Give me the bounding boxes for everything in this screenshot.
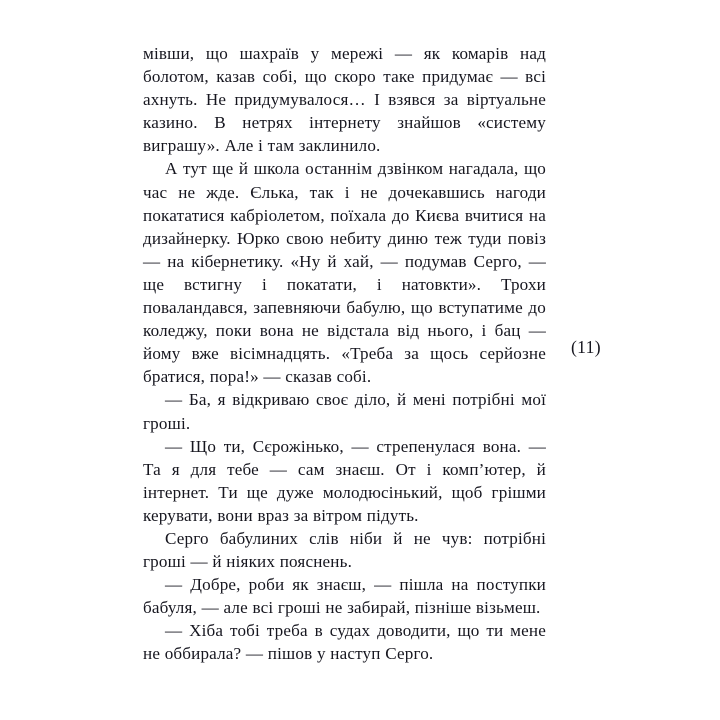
- paragraph-dialogue-1: — Ба, я відкриваю своє діло, й мені потрібні мої гроші.: [143, 390, 546, 433]
- page-number: (11): [570, 337, 602, 357]
- paragraph-continuation: мівши, що шахраїв у мережі — як комарів над болотом, казав собі, що скоро таке придумає — всі ахнуть. Не придумувалося… І взявся за віртуальне казино. В нетрях інтернету знайшов «систему виграшу». Але і там заклинило.: [143, 44, 546, 156]
- paragraph-dialogue-2: — Що ти, Сєрожінько, — стрепенулася вона. — Та я для тебе — сам знаєш. От і комп’ютер, й інтернет. Ти ще дуже молодюсінький, щоб грішми керувати, вони враз за вітром підуть.: [143, 436, 546, 525]
- paragraph-dialogue-3: — Добре, роби як знаєш, — пішла на поступки бабуля, — але всі гроші не забирай, пізніше візьмеш.: [143, 575, 546, 618]
- paragraph-narration: Серго бабулиних слів ніби й не чув: потрібні гроші — й ніяких пояснень.: [143, 528, 546, 572]
- paragraph-dialogue-4: — Хіба тобі треба в судах доводити, що ти мене не оббирала? — пішов у наступ Серго.: [143, 621, 546, 664]
- page-text-column: [143, 42, 546, 666]
- paragraph-school: А тут ще й школа останнім дзвінком нагадала, що час не жде. Єлька, так і не дочекавшись нагоди покататися кабріолетом, поїхала до Києва вчитися на дизайнерку. Юрко свою небиту диню теж туди повіз — на кібернетику. «Ну й хай, — подумав Серго, — ще встигну і покатати, і натовкти». Трохи поваландався, запевняючи бабулю, що вступатиме до коледжу, поки вона не відстала від нього, і бац — йому вже вісімнадцять. «Треба за щось серйозне братися, пора!» — сказав собі.: [143, 159, 546, 387]
